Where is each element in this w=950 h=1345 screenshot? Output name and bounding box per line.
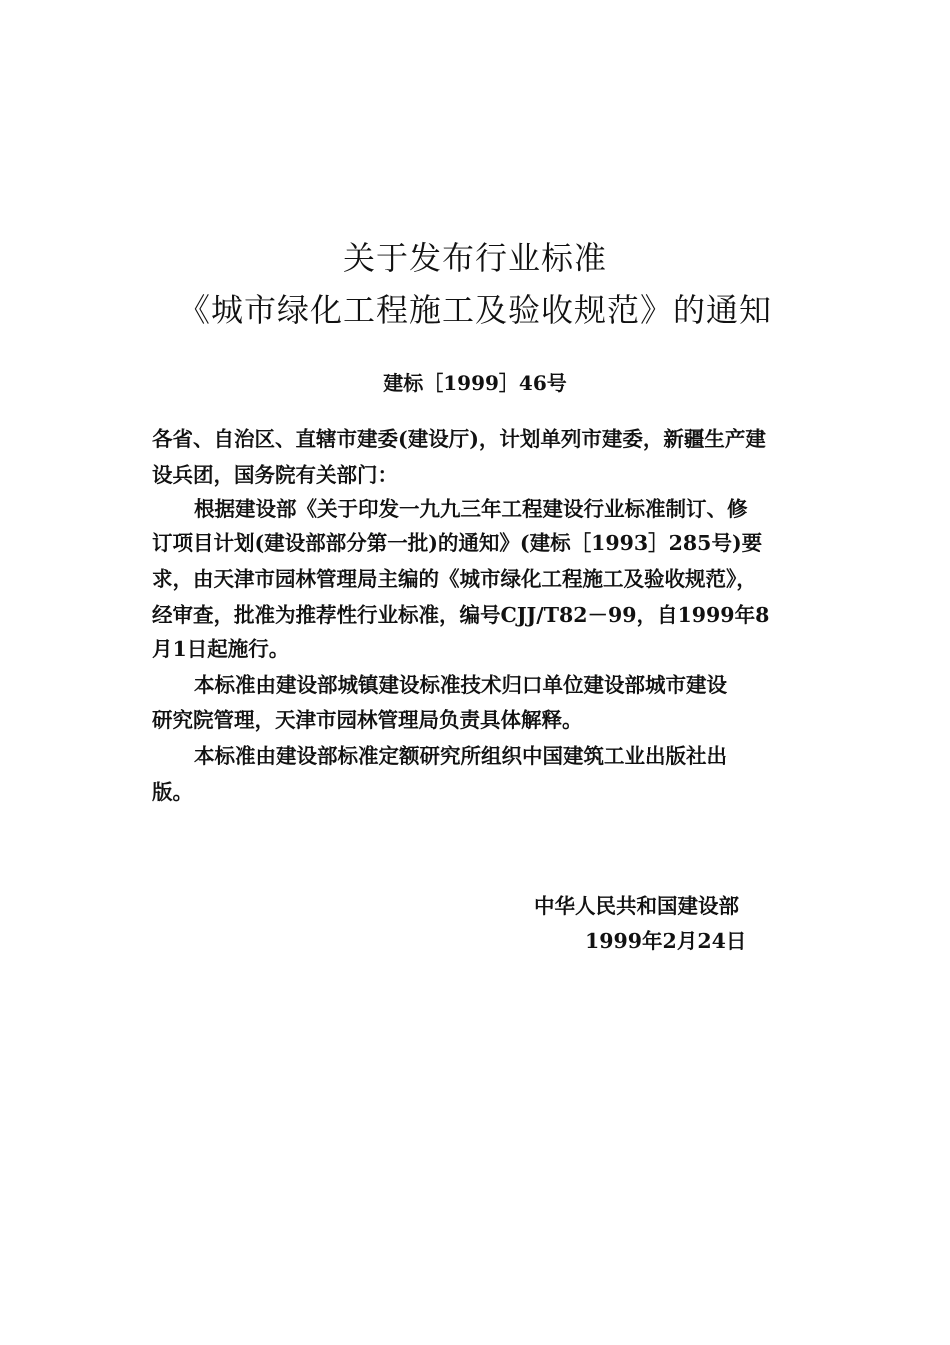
body-line-5: 求，由天津市园林管理局主编的《城市绿化工程施工及验收规范》， bbox=[152, 567, 757, 591]
body-line-6: 经审查，批准为推荐性行业标准，编号CJJ/T82－99，自1999年8 bbox=[152, 603, 770, 627]
body-line-11: 版。 bbox=[152, 780, 193, 804]
body-line-8: 本标准由建设部城镇建设标准技术归口单位建设部城市建设 bbox=[194, 673, 727, 697]
body-line-3: 根据建设部《关于印发一九九三年工程建设行业标准制订、修 bbox=[194, 497, 748, 521]
body-line-9: 研究院管理，天津市园林管理局负责具体解释。 bbox=[152, 708, 583, 732]
body-line-2: 设兵团，国务院有关部门： bbox=[152, 463, 398, 487]
body-line-7: 月1日起施行。 bbox=[152, 637, 290, 661]
body-line-4: 订项目计划(建设部部分第一批)的通知》(建标［1993］285号)要 bbox=[152, 531, 763, 555]
signature-organization: 中华人民共和国建设部 bbox=[534, 894, 739, 918]
body-line-10: 本标准由建设部标准定额研究所组织中国建筑工业出版社出 bbox=[194, 744, 727, 768]
title-line-1: 关于发布行业标准 bbox=[342, 239, 607, 277]
body-line-1: 各省、自治区、直辖市建委(建设厅)，计划单列市建委，新疆生产建 bbox=[152, 427, 766, 451]
title-line-2: 《城市绿化工程施工及验收规范》的通知 bbox=[177, 291, 772, 329]
document-number: 建标［1999］46号 bbox=[383, 371, 567, 395]
signature-date: 1999年2月24日 bbox=[585, 929, 747, 953]
